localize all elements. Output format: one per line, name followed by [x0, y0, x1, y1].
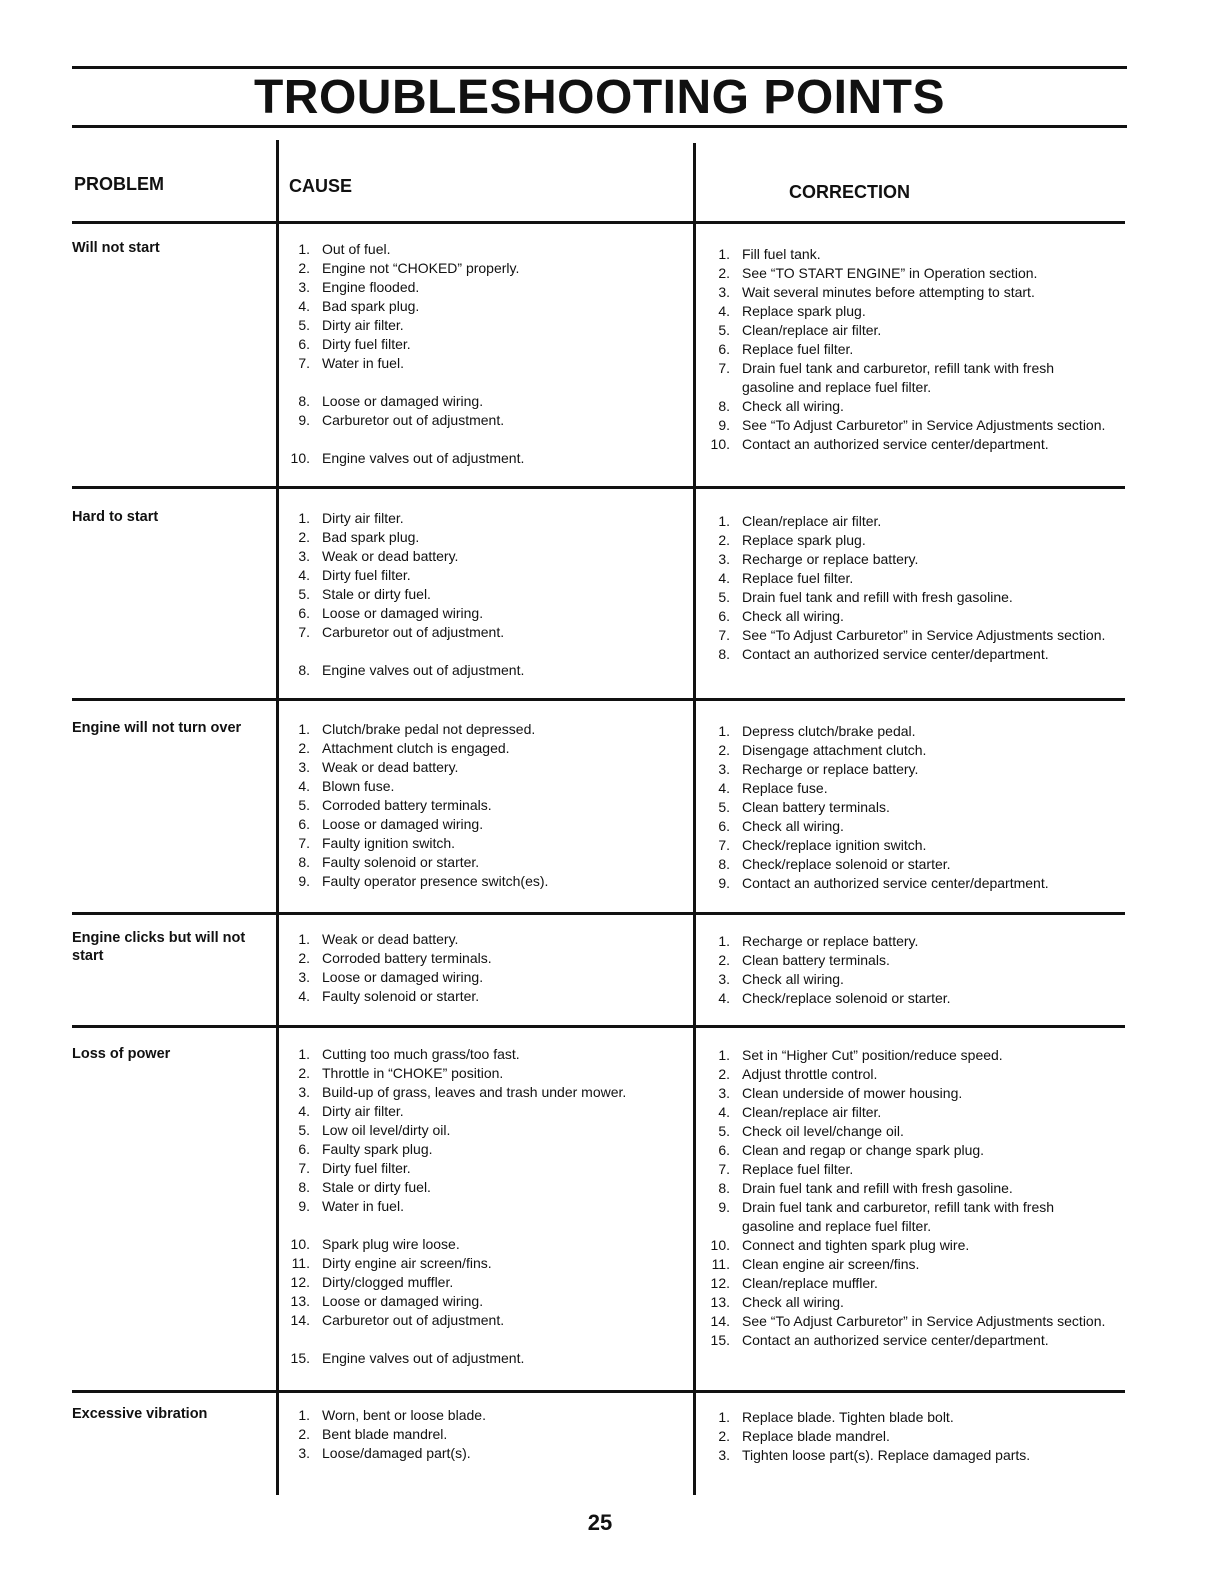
cause-list — [284, 509, 689, 680]
cause-item: 8. Loose or damaged wiring. — [298, 393, 484, 409]
cause-item: 5. Dirty air filter. — [298, 317, 404, 333]
cause-item: 8. Faulty solenoid or starter. — [298, 854, 480, 870]
header-cause: CAUSE — [289, 176, 353, 196]
correction-item: 9. See “To Adjust Carburetor” in Service Adjustments section. — [718, 417, 1106, 433]
correction-item: 4. Clean/replace air filter. — [718, 1104, 882, 1120]
cause-item: 3. Engine flooded. — [298, 279, 420, 295]
correction-item: 8. Check/replace solenoid or starter. — [718, 856, 951, 872]
correction-item: 12. Clean/replace muffler. — [710, 1275, 878, 1291]
correction-item: 6. Check all wiring. — [718, 818, 844, 834]
correction-item: 4. Check/replace solenoid or starter. — [718, 990, 951, 1006]
cause-item: 8. Stale or dirty fuel. — [298, 1179, 431, 1195]
correction-item: 2. Clean battery terminals. — [718, 952, 890, 968]
section-rule — [72, 1390, 1125, 1393]
cause-item: 15. Engine valves out of adjustment. — [290, 1350, 525, 1366]
correction-item: 3. Check all wiring. — [718, 971, 844, 987]
problem-label: Engine clicks but will not start — [72, 930, 246, 964]
cause-list — [284, 1406, 689, 1463]
cause-list — [284, 720, 689, 891]
correction-item: 9. Contact an authorized service center/department. — [718, 875, 1049, 891]
cause-item: 4. Dirty fuel filter. — [298, 567, 411, 583]
correction-item: 9. Drain fuel tank and carburetor, refill tank with fresh gasoline and replace fuel filter. — [718, 1199, 1055, 1234]
cause-item: 2. Engine not “CHOKED” properly. — [298, 260, 520, 276]
correction-item: 5. Clean battery terminals. — [718, 799, 890, 815]
correction-list — [704, 1408, 1109, 1465]
section-rule — [72, 912, 1125, 915]
cause-item: 3. Loose/damaged part(s). — [298, 1445, 471, 1461]
correction-item: 1. Fill fuel tank. — [718, 246, 821, 262]
cause-item: 2. Attachment clutch is engaged. — [298, 740, 510, 756]
cause-item: 7. Dirty fuel filter. — [298, 1160, 411, 1176]
correction-list — [704, 1046, 1109, 1350]
correction-item: 6. Clean and regap or change spark plug. — [718, 1142, 985, 1158]
page-number: 25 — [587, 1510, 613, 1535]
cause-item: 4. Bad spark plug. — [298, 298, 420, 314]
cause-list — [284, 240, 689, 468]
cause-item: 9. Faulty operator presence switch(es). — [298, 873, 549, 889]
column-divider-correction — [693, 143, 696, 1495]
correction-item: 3. Recharge or replace battery. — [718, 551, 919, 567]
cause-item: 1. Worn, bent or loose blade. — [298, 1407, 486, 1423]
correction-item: 1. Replace blade. Tighten blade bolt. — [718, 1409, 954, 1425]
correction-item: 10. Connect and tighten spark plug wire. — [710, 1237, 970, 1253]
correction-item: 15. Contact an authorized service center/department. — [710, 1332, 1049, 1348]
cause-item: 11. Dirty engine air screen/fins. — [291, 1255, 492, 1271]
cause-item: 3. Build-up of grass, leaves and trash under mower. — [298, 1084, 627, 1100]
title-bottom-rule — [72, 125, 1127, 128]
cause-item: 6. Faulty spark plug. — [298, 1141, 433, 1157]
cause-item: 7. Carburetor out of adjustment. — [298, 624, 505, 640]
correction-item: 7. Drain fuel tank and carburetor, refill tank with fresh gasoline and replace fuel filter. — [718, 360, 1055, 395]
cause-item: 10. Engine valves out of adjustment. — [290, 450, 525, 466]
cause-item: 2. Bent blade mandrel. — [298, 1426, 448, 1442]
correction-item: 1. Clean/replace air filter. — [718, 513, 882, 529]
cause-item: 6. Dirty fuel filter. — [298, 336, 411, 352]
correction-list — [704, 512, 1109, 664]
header-correction: CORRECTION — [789, 182, 910, 202]
cause-item: 8. Engine valves out of adjustment. — [298, 662, 525, 678]
correction-item: 5. Drain fuel tank and refill with fresh gasoline. — [718, 589, 1013, 605]
correction-item: 1. Depress clutch/brake pedal. — [718, 723, 916, 739]
correction-item: 7. Replace fuel filter. — [718, 1161, 854, 1177]
cause-list — [284, 1045, 689, 1368]
cause-item: 1. Dirty air filter. — [298, 510, 404, 526]
cause-item: 14. Carburetor out of adjustment. — [290, 1312, 505, 1328]
cause-item: 4. Dirty air filter. — [298, 1103, 404, 1119]
cause-item: 5. Stale or dirty fuel. — [298, 586, 431, 602]
cause-item: 3. Weak or dead battery. — [298, 548, 459, 564]
correction-item: 3. Tighten loose part(s). Replace damaged parts. — [718, 1447, 1031, 1463]
page-title: TROUBLESHOOTING POINTS — [253, 71, 945, 124]
cause-item: 2. Bad spark plug. — [298, 529, 420, 545]
cause-item: 5. Corroded battery terminals. — [298, 797, 492, 813]
correction-item: 4. Replace fuse. — [718, 780, 828, 796]
correction-item: 3. Wait several minutes before attempting to start. — [718, 284, 1035, 300]
correction-item: 3. Recharge or replace battery. — [718, 761, 919, 777]
correction-item: 6. Check all wiring. — [718, 608, 844, 624]
column-divider-cause — [276, 140, 279, 1495]
problem-label: Excessive vibration — [72, 1406, 208, 1422]
correction-item: 2. Disengage attachment clutch. — [718, 742, 927, 758]
cause-item: 7. Faulty ignition switch. — [298, 835, 456, 851]
cause-item: 4. Faulty solenoid or starter. — [298, 988, 480, 1004]
correction-list — [704, 245, 1109, 454]
correction-list — [704, 722, 1109, 893]
section-rule — [72, 1025, 1125, 1028]
correction-item: 4. Replace spark plug. — [718, 303, 866, 319]
cause-item: 9. Carburetor out of adjustment. — [298, 412, 505, 428]
cause-item: 6. Loose or damaged wiring. — [298, 816, 484, 832]
correction-item: 14. See “To Adjust Carburetor” in Service Adjustments section. — [710, 1313, 1106, 1329]
cause-item: 13. Loose or damaged wiring. — [290, 1293, 484, 1309]
problem-label: Will not start — [72, 240, 160, 256]
correction-item: 2. Adjust throttle control. — [718, 1066, 878, 1082]
cause-item: 4. Blown fuse. — [298, 778, 395, 794]
correction-item: 5. Clean/replace air filter. — [718, 322, 882, 338]
cause-item: 5. Low oil level/dirty oil. — [298, 1122, 451, 1138]
problem-label: Engine will not turn over — [72, 720, 242, 736]
problem-label: Hard to start — [72, 509, 159, 525]
correction-item: 10. Contact an authorized service center/department. — [710, 436, 1049, 452]
header-problem: PROBLEM — [74, 174, 164, 194]
cause-item: 9. Water in fuel. — [298, 1198, 404, 1214]
cause-list — [284, 930, 689, 1006]
correction-item: 8. Contact an authorized service center/department. — [718, 646, 1049, 662]
cause-item: 6. Loose or damaged wiring. — [298, 605, 484, 621]
cause-item: 3. Loose or damaged wiring. — [298, 969, 484, 985]
cause-item: 12. Dirty/clogged muffler. — [290, 1274, 454, 1290]
section-rule — [72, 486, 1125, 489]
correction-item: 5. Check oil level/change oil. — [718, 1123, 904, 1139]
top-rule — [72, 66, 1127, 69]
problem-label: Loss of power — [72, 1046, 171, 1062]
correction-item: 2. Replace blade mandrel. — [718, 1428, 890, 1444]
cause-item: 1. Weak or dead battery. — [298, 931, 459, 947]
cause-item: 1. Out of fuel. — [298, 241, 391, 257]
correction-item: 2. Replace spark plug. — [718, 532, 866, 548]
header-rule — [72, 221, 1125, 224]
correction-item: 1. Recharge or replace battery. — [718, 933, 919, 949]
correction-list — [704, 932, 1109, 1008]
cause-item: 10. Spark plug wire loose. — [290, 1236, 460, 1252]
correction-item: 6. Replace fuel filter. — [718, 341, 854, 357]
cause-item: 1. Clutch/brake pedal not depressed. — [298, 721, 536, 737]
cause-item: 1. Cutting too much grass/too fast. — [298, 1046, 520, 1062]
cause-item: 3. Weak or dead battery. — [298, 759, 459, 775]
correction-item: 7. Check/replace ignition switch. — [718, 837, 927, 853]
section-rule — [72, 698, 1125, 701]
correction-item: 13. Check all wiring. — [710, 1294, 844, 1310]
correction-item: 4. Replace fuel filter. — [718, 570, 854, 586]
cause-item: 2. Throttle in “CHOKE” position. — [298, 1065, 504, 1081]
correction-item: 11. Clean engine air screen/fins. — [711, 1256, 920, 1272]
correction-item: 1. Set in “Higher Cut” position/reduce speed. — [718, 1047, 1003, 1063]
cause-item: 2. Corroded battery terminals. — [298, 950, 492, 966]
correction-item: 3. Clean underside of mower housing. — [718, 1085, 963, 1101]
correction-item: 8. Drain fuel tank and refill with fresh gasoline. — [718, 1180, 1013, 1196]
cause-item: 7. Water in fuel. — [298, 355, 404, 371]
correction-item: 7. See “To Adjust Carburetor” in Service Adjustments section. — [718, 627, 1106, 643]
correction-item: 2. See “TO START ENGINE” in Operation section. — [718, 265, 1038, 281]
correction-item: 8. Check all wiring. — [718, 398, 844, 414]
